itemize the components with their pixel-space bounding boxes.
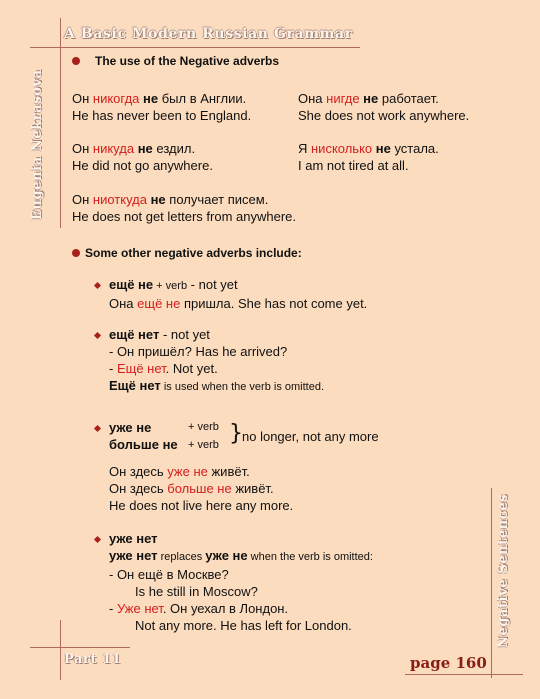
section-heading: Some other negative adverbs include: — [85, 246, 302, 260]
diamond-bullet — [94, 536, 101, 543]
diamond-bullet — [94, 332, 101, 339]
brace-symbol: } — [229, 421, 243, 446]
item-uzhe-net: уже нет уже нет replaces уже не when the verb is omitted: - Он ещё в Москве? Is he still in Moscow? - Уже нет. Он уехал в Лондон. Not any more. He has left for London. — [109, 531, 373, 633]
diamond-bullet — [94, 425, 101, 432]
book-title: A Basic Modern Russian Grammar — [64, 26, 353, 42]
section-bullet — [72, 249, 80, 257]
verb-label: + verb — [188, 421, 219, 433]
item-uzhe-ne: уже не больше не — [109, 420, 178, 452]
item-eshche-net: ещё нет - not yet - Он пришёл? Has he arrived? - Ещё нет. Not yet. Ещё нет is used when the verb is omitted. — [109, 327, 325, 393]
example-nikogda: Он никогда не был в Англии. He has never been to England. — [72, 91, 252, 123]
bottom-rule-left — [30, 647, 130, 648]
verb-label: + verb — [188, 439, 219, 451]
part-label: Part 11 — [64, 652, 122, 667]
example-niotkuda: Он ниоткуда не получает писем. He does not get letters from anywhere. — [72, 192, 297, 224]
page-number: page 160 — [410, 654, 487, 672]
bottom-rule-left-vertical — [60, 620, 61, 680]
example-niskolko: Я нисколько не устала. I am not tired at all. — [298, 141, 439, 173]
chapter-title: Negative Sentences — [496, 493, 511, 648]
item-eshche-ne: ещё не + verb - not yet Она ещё не пришла. She has not come yet. — [109, 277, 368, 311]
diamond-bullet — [94, 282, 101, 289]
author-name: Eugenia Nekrasova — [30, 69, 45, 220]
bottom-rule-right — [405, 674, 523, 675]
section-heading: The use of the Negative adverbs — [95, 54, 280, 68]
example-nigde: Она нигде не работает. She does not work anywhere. — [298, 91, 470, 123]
right-rule — [491, 488, 492, 678]
item-uzhe-ne-examples: Он здесь уже не живёт. Он здесь больше не живёт. He does not live here any more. — [109, 464, 294, 513]
left-rule — [60, 18, 61, 228]
example-nikuda: Он никуда не ездил. He did not go anywhere. — [72, 141, 213, 173]
meaning-text: no longer, not any more — [242, 429, 379, 444]
top-rule — [30, 47, 360, 48]
section-bullet — [72, 57, 80, 65]
